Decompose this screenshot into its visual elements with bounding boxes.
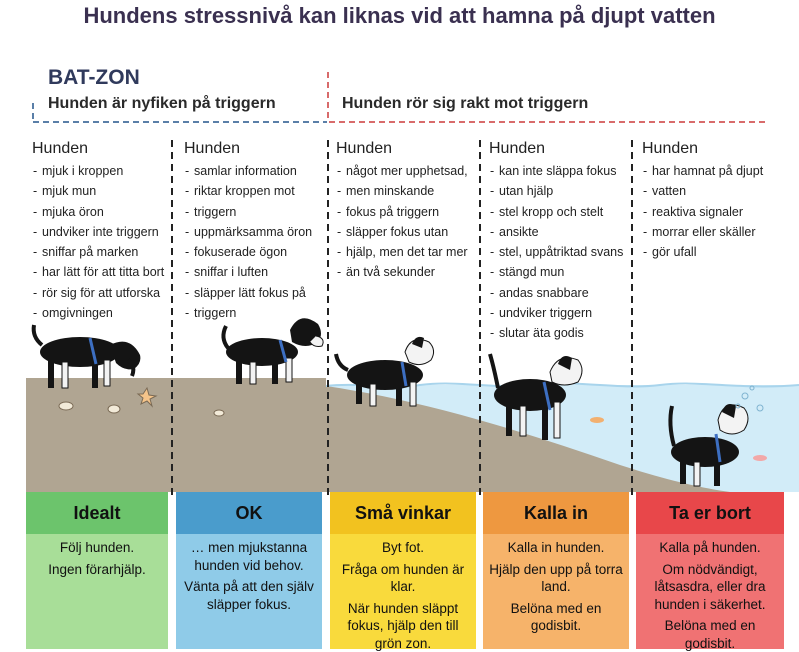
behavior-item: - kan inte släppa fokus: [489, 161, 631, 181]
action-line: Byt fot.: [334, 539, 472, 557]
action-box-body: [26, 534, 168, 649]
behavior-item: - men minskande: [336, 181, 478, 201]
action-box-body: [330, 534, 476, 649]
behavior-list: [184, 161, 326, 323]
behavior-list: [642, 161, 792, 262]
column-small-signals-description: [336, 140, 478, 283]
behavior-item: - omgivningen: [32, 303, 170, 323]
behavior-item: - mjuk i kroppen: [32, 161, 170, 181]
column-header: Hunden: [32, 140, 170, 158]
action-box-title: Kalla in: [483, 492, 629, 534]
action-box-ideal: [26, 492, 168, 649]
behavior-item: - undviker inte triggern: [32, 222, 170, 242]
behavior-item: - har hamnat på djupt: [642, 161, 792, 181]
action-line: Vänta på att den själv släpper fokus.: [180, 578, 318, 613]
action-box-leave: [636, 492, 784, 649]
behavior-item: - har lätt för att titta bort: [32, 262, 170, 282]
action-line: Belöna med en godisbit.: [640, 617, 780, 652]
behavior-item: - ansikte: [489, 222, 631, 242]
behavior-item: - uppmärksamma öron: [184, 222, 326, 242]
behavior-item: - stel kropp och stelt: [489, 202, 631, 222]
column-ideal-description: [32, 140, 170, 323]
behavior-item: - fokus på triggern: [336, 202, 478, 222]
column-leave-description: [642, 140, 792, 262]
column-call-in-description: [489, 140, 631, 344]
action-box-title: Ta er bort: [636, 492, 784, 534]
action-line: Kalla på hunden.: [640, 539, 780, 557]
action-box-title: Idealt: [26, 492, 168, 534]
bat-zone-label: BAT-ZON: [48, 66, 140, 90]
behavior-item: - triggern: [184, 303, 326, 323]
behavior-item: - undviker triggern: [489, 303, 631, 323]
column-header: Hunden: [642, 140, 792, 158]
behavior-item: - än två sekunder: [336, 262, 478, 282]
column-ok-description: [184, 140, 326, 323]
action-box-ok: [176, 492, 322, 649]
behavior-item: - rör sig för att utforska: [32, 283, 170, 303]
behavior-item: - släpper fokus utan: [336, 222, 478, 242]
behavior-item: - stängd mun: [489, 262, 631, 282]
action-box-small-signals: [330, 492, 476, 649]
action-box-body: [636, 534, 784, 649]
action-line: Följ hunden.: [30, 539, 164, 557]
action-box-title: Små vinkar: [330, 492, 476, 534]
behavior-item: - morrar eller skäller: [642, 222, 792, 242]
action-line: Fråga om hunden är klar.: [334, 561, 472, 596]
action-line: Belöna med en godisbit.: [487, 600, 625, 635]
behavior-item: - stel, uppåtriktad svans: [489, 242, 631, 262]
behavior-item: - reaktiva signaler: [642, 202, 792, 222]
behavior-item: - fokuserade ögon: [184, 242, 326, 262]
column-header: Hunden: [489, 140, 631, 158]
outside-zone-subtitle: Hunden rör sig rakt mot triggern: [342, 95, 588, 113]
behavior-item: - gör ufall: [642, 242, 792, 262]
behavior-item: - vatten: [642, 181, 792, 201]
action-box-body: [483, 534, 629, 649]
behavior-item: - sniffar i luften: [184, 262, 326, 282]
behavior-item: - något mer upphetsad,: [336, 161, 478, 181]
action-line: Hjälp den upp på torra land.: [487, 561, 625, 596]
action-line: Ingen förarhjälp.: [30, 561, 164, 579]
behavior-item: - mjuka öron: [32, 202, 170, 222]
action-line: Kalla in hunden.: [487, 539, 625, 557]
behavior-item: - släpper lätt fokus på: [184, 283, 326, 303]
behavior-item: - riktar kroppen mot: [184, 181, 326, 201]
behavior-list: [32, 161, 170, 323]
behavior-item: - slutar äta godis: [489, 323, 631, 343]
action-box-call-in: [483, 492, 629, 649]
behavior-item: - hjälp, men det tar mer: [336, 242, 478, 262]
page-title: Hundens stressnivå kan liknas vid att hamna på djupt vatten: [0, 3, 799, 29]
behavior-item: - utan hjälp: [489, 181, 631, 201]
column-header: Hunden: [184, 140, 326, 158]
column-header: Hunden: [336, 140, 478, 158]
behavior-item: - sniffar på marken: [32, 242, 170, 262]
bat-zone-subtitle: Hunden är nyfiken på triggern: [48, 95, 276, 113]
action-line: När hunden släppt fokus, hjälp den till grön zon.: [334, 600, 472, 652]
behavior-list: [489, 161, 631, 344]
dog-alert-illustration: [223, 318, 323, 384]
action-line: … men mjukstanna hunden vid behov.: [180, 539, 318, 574]
action-box-title: OK: [176, 492, 322, 534]
behavior-item: - triggern: [184, 202, 326, 222]
action-line: Om nödvändigt, låtsasdra, eller dra hunden i säkerhet.: [640, 561, 780, 614]
behavior-item: - samlar information: [184, 161, 326, 181]
behavior-item: - andas snabbare: [489, 283, 631, 303]
behavior-item: - mjuk mun: [32, 181, 170, 201]
behavior-list: [336, 161, 478, 283]
action-box-body: [176, 534, 322, 649]
